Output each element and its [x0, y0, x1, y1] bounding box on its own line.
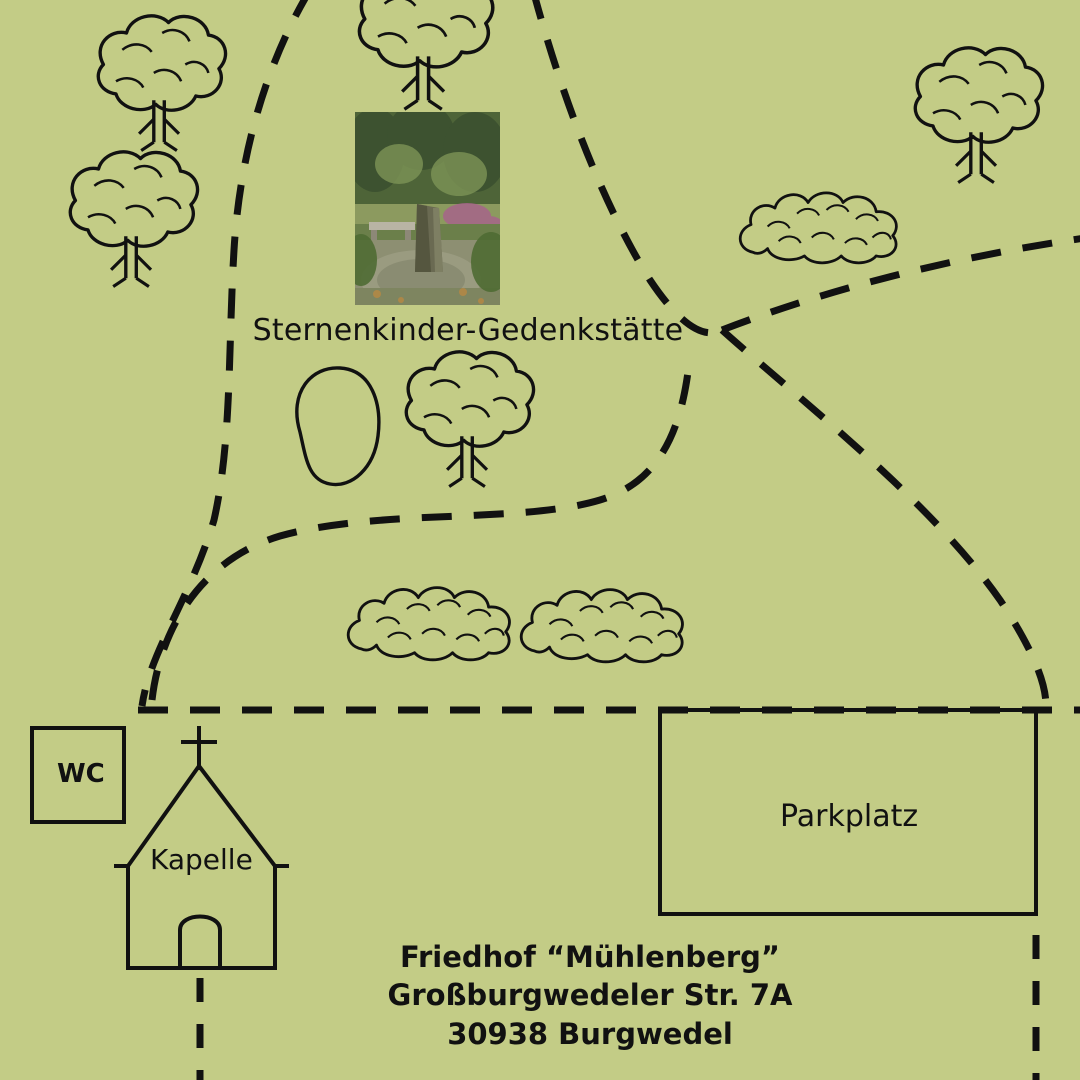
tree-icon [70, 152, 197, 287]
chapel-label: Kapelle [150, 843, 253, 876]
shrub-icon [740, 193, 896, 263]
pond-shape [297, 368, 379, 485]
path-right-upper [722, 238, 1080, 330]
path-inner-loop [152, 372, 688, 700]
memorial-photo [355, 112, 500, 305]
path-right-lower [722, 330, 1046, 706]
tree-icon [915, 48, 1042, 183]
path-left-curve [142, 0, 310, 706]
tree-icon [406, 352, 533, 487]
tree-icon [98, 16, 225, 151]
memorial-label: Sternenkinder-Gedenkstätte [252, 313, 684, 348]
shrub-icon [521, 590, 682, 662]
address-line-3: 30938 Burgwedel [447, 1016, 733, 1051]
address-line-2: Großburgwedeler Str. 7A [387, 978, 793, 1013]
address-line-1: Friedhof “Mühlenberg” [400, 940, 780, 974]
wc-label: WC [57, 759, 105, 789]
path-center-curve [533, 0, 722, 333]
address-block [360, 938, 820, 1053]
parking-label: Parkplatz [780, 799, 919, 834]
shrub-icon [348, 588, 509, 660]
tree-icon [359, 0, 492, 109]
